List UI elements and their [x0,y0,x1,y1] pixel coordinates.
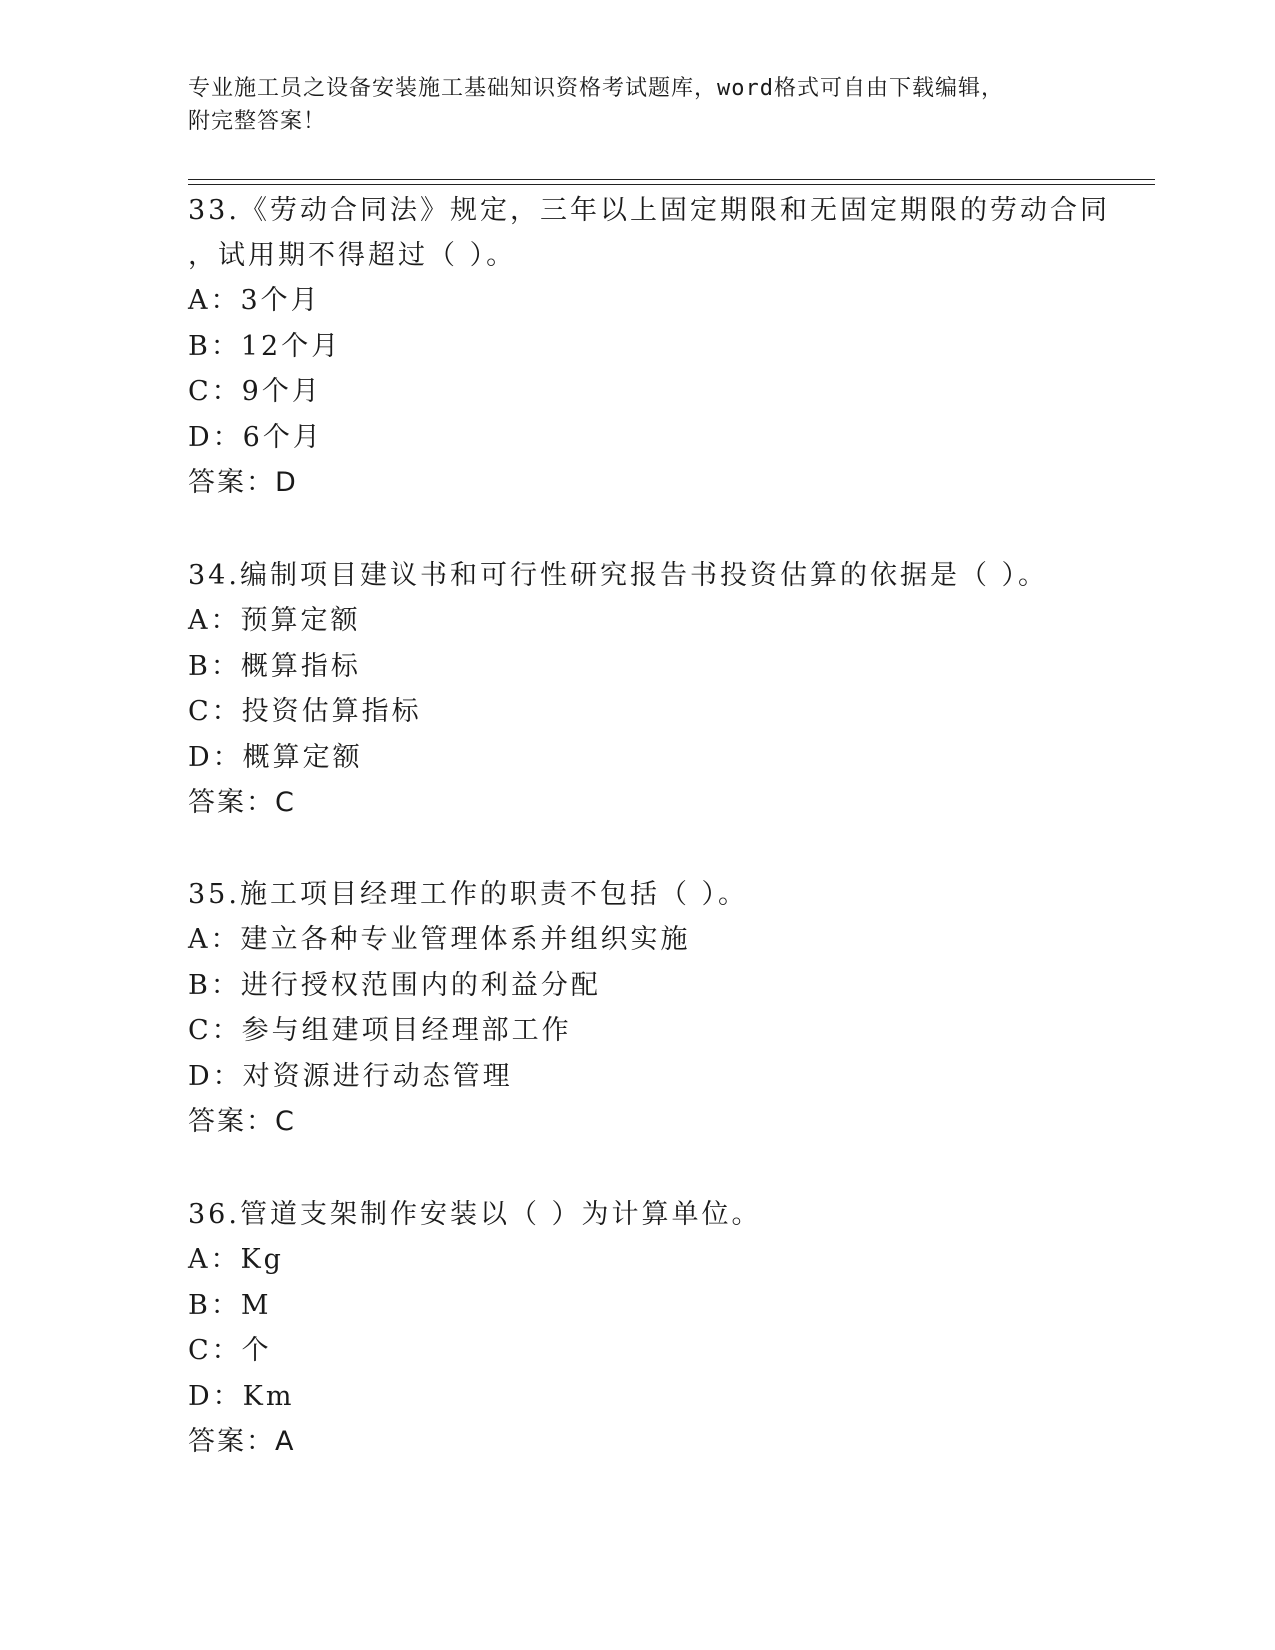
question-title-continued: ，试用期不得超过（ ）。 [188,240,517,271]
option-c: C：投资估算指标 [188,696,422,727]
option-d: D：概算定额 [188,741,363,773]
document-header [188,72,1088,138]
option-c: C：个 [188,1335,272,1366]
option-b: B：进行授权范围内的利益分配 [188,969,601,1001]
header-line-2: 附完整答案！ [188,109,327,134]
question-title: 33.《劳动合同法》规定，三年以上固定期限和无固定期限的劳动合同 [188,195,1110,226]
question-title: 34.编制项目建议书和可行性研究报告书投资估算的依据是（ ）。 [188,560,1049,591]
header-divider-top [188,179,1155,180]
header-line-1: 专业施工员之设备安装施工基础知识资格考试题库，word格式可自由下载编辑， [188,76,1004,101]
option-c: C：参与组建项目经理部工作 [188,1015,572,1046]
option-a: A：建立各种专业管理体系并组织实施 [188,924,691,955]
answer: 答案：D [188,467,298,498]
header-divider-bottom [188,184,1155,185]
option-c: C：9个月 [188,376,322,407]
option-d: D：6个月 [188,421,323,453]
option-b: B：概算指标 [188,650,361,682]
option-b: B：M [188,1289,272,1321]
answer: 答案：C [188,787,296,818]
question-title: 36.管道支架制作安装以（ ）为计算单位。 [188,1199,762,1230]
question-36 [188,1192,1148,1464]
question-title: 35.施工项目经理工作的职责不包括（ ）。 [188,879,749,910]
question-34 [188,553,1148,825]
question-33 [188,188,1148,505]
answer: 答案：A [188,1426,296,1457]
option-d: D：Km [188,1380,295,1412]
option-b: B：12个月 [188,330,342,362]
option-a: A：预算定额 [188,605,361,636]
option-d: D：对资源进行动态管理 [188,1060,513,1092]
answer: 答案：C [188,1106,296,1137]
option-a: A：Kg [188,1244,284,1275]
option-a: A：3个月 [188,285,321,316]
question-35 [188,872,1148,1144]
